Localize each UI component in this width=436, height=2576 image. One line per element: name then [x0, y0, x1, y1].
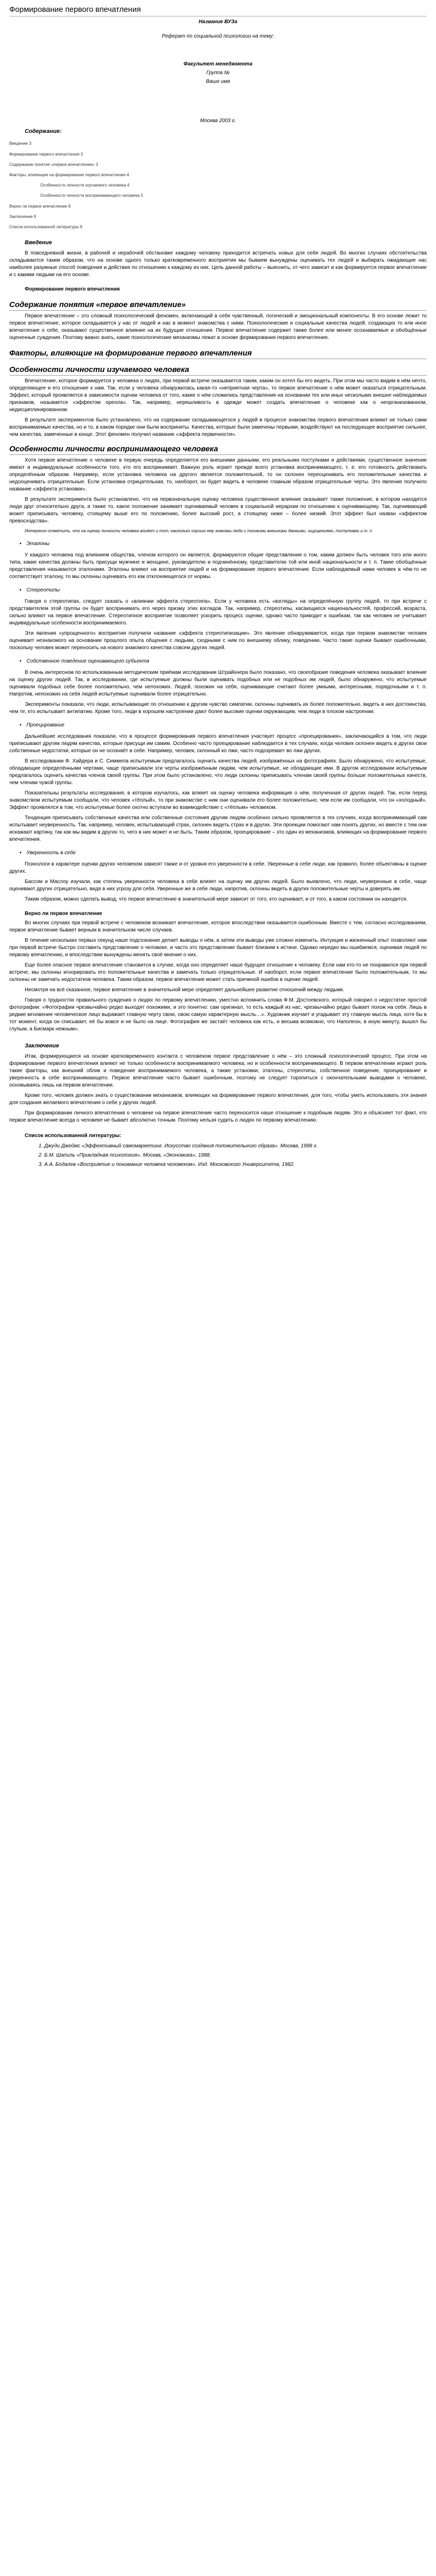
table-of-contents	[9, 141, 427, 230]
paragraph: В результате экспериментов было установлено, что на содержание складывающегося у людей в процессе знакомства первого впечатления влияют не только сами воспринимаемые качества, но и то, в каком порядке они были восприняты. Качества, которые были замечены первыми, воздействуют на последующее восприятие сильнее, чем качества, замеченные в конце. Этот феномен получил название «эффекта первичности».	[9, 417, 427, 438]
toc-item[interactable]: Заключение 9	[9, 214, 36, 219]
bullet-own-behavior: ▪ Собственное поведение оценивающего субъекта	[20, 658, 427, 665]
literature-list	[9, 1143, 427, 1168]
bullet-stereotypes: ▪ Стереотипы	[20, 587, 427, 594]
paragraph: Таким образом, можно сделать вывод, что первое впечатление в значительной мере зависит от того, кто оценивает, и от того, в каком состоянии он находится.	[25, 896, 408, 902]
toc-item[interactable]: Введение 3	[9, 141, 31, 146]
paragraph: Впечатление, которое формируется у человека о людях, при первой встрече оказывается таким, каким он хотел бы его видеть. При этом мы часто видим в нём нечто, определяющее и его отношение к нам. Так, если у человека обнаружилась какая-то «неприятная черта», то первое впечатление о нём может оказаться отрицательным. Эффект, который проявляется в зависимости оценки человека от того, какие о нём сложились представления на основании тех или иных нескольких внешне наблюдаемых признаков, называется «эффектом ореола». Так, например, неряшливость в одежде может создать впечатление о человеке как о неорганизованном, недисциплинированном.	[9, 378, 427, 413]
toc-item[interactable]: Содержание понятия «первое впечатление» 3	[9, 162, 98, 167]
document	[0, 0, 436, 1186]
paragraph: Несмотря на всё сказанное, первое впечатление в значительной мере определяет дальнейшее развитие отношений между людьми.	[25, 987, 344, 993]
toc-item[interactable]: Факторы, влияющие на формирование первого впечатления 4	[9, 172, 129, 177]
paragraph: Эксперименты показали, что люди, испытывающие по отношению к другим чувство симпатии, склонны оценивать их более положительно, видеть в них достоинства, чем те, кто испытывает антипатию. Кроме того, люди в хорошем настроении дают более высокие оценки окружающим, чем люди в плохом настроении.	[9, 701, 427, 715]
paragraph: Первое впечатление – это сложный психологический феномен, включающий в себя чувственный, логический и эмоциональный компоненты. В его основе лежит то первое впечатление, которое складывается у нас от людей и нас в момент знакомства с ними. Психологические и социальные качества людей, создающих то или иное впечатление о себе, оказывают существенное влияние на их будущие отношения. Первое впечатление содержит также более или менее осознаваемые и обобщённые оценочные суждения. Поэтому важно знать, какие психологические механизмы лежат в основе формирования первого впечатления.	[9, 313, 427, 341]
student-name: Ваше имя	[206, 79, 230, 84]
concept-heading: Содержание понятия «первое впечатление»	[9, 299, 427, 311]
bullet-etalons: ▪ Эталоны	[20, 540, 427, 548]
bullet-confidence: ▪ Уверенность в себе	[20, 850, 427, 857]
document-title: Формирование первого впечатления	[9, 4, 427, 16]
paragraph: В очень интересном по использованным методическим приёмам исследовании Штрайхнера было показано, что своеобразие поведения человека оказывает влияние на оценку других людей. Так, в исследовании, где испытуемые должны были оценивать подобных или не подобных им людей, было обнаружено, что испытуемые оценивали подобных себе более положительно, чем непохожих. Людей, похожих на себя, оценивающие считают более умными, интересными, порядочными и т. п. Напротив, непохожих на себя людей испытуемые оценивали более отрицательно.	[9, 669, 427, 697]
bullet-projection: ▪ Проецирование	[20, 722, 427, 729]
paragraph: Еще более опасное первое впечатление становится в случае, когда оно определяет наше будущее отношение к человеку. Если нам кто-то не понравился при первой встрече, мы склонны игнорировать его положительные качества и замечать только отрицательные. И наоборот, если первое впечатление было положительным, то мы склонны не замечать недостатков человека. Таким образом, первое впечатление может стать причиной ошибок в оценке людей.	[9, 962, 427, 982]
literature-heading: Список использованной литературы:	[25, 1133, 121, 1139]
group-number: Группа №	[206, 70, 230, 76]
faculty-name: Факультет менеджмента	[183, 61, 253, 67]
intro-heading: Введение	[25, 240, 52, 246]
city-year: Москва 2003 г.	[200, 118, 236, 124]
conclusion-heading: Заключение	[25, 1042, 59, 1049]
paragraph: Дальнейшие исследования показали, что в процессе формирования первого впечатления участвует процесс «проецирования», заключающийся в том, что люди приписывают другим людям качества, которые присущи им самим. Особенно часто проецирование наблюдается в тех случаях, когда человек склонен видеть в других свои собственные недостатки, которые он не осознаёт в себе. Например, человек, склонный ко лжи, часто подозревает во лжи других.	[9, 733, 427, 754]
studied-person-heading: Особенности личности изучаемого человека	[9, 364, 427, 376]
toc-item[interactable]: Список использованной литературы 9	[9, 224, 82, 229]
paragraph: Бассом и Маслоу изучали, как степень уверенности человека в себе влияет на оценку им других людей. Было выявлено, что люди, неуверенные в себе, чаще оценивают других отрицательно, видя в них угрозу для себя. Уверенные же в себе люди, напротив, склонны видеть в других положительные черты и доверять им.	[9, 878, 427, 892]
paragraph: Эти явления «упрощенного» восприятия получили название «эффекта стереотипизации». Это явление обнаруживается, когда при первом знакомстве человек оценивает незнакомого на основании прошлого опыта общения с людьми, сходными с ним по внешнему облику, поведению. Часто такие оценки бывают ошибочными, поскольку человек может переносить на нового знакомого качества совсем других людей.	[9, 630, 427, 651]
toc-item[interactable]: Особенности личности изучаемого человека 4	[40, 183, 130, 188]
report-subtitle: Реферат по социальной психологии на тему:	[162, 33, 274, 39]
literature-item: 3. А.А. Бодалев «Восприятие и понимание человека человеком». Изд. Московского Университета, 1982.	[44, 1161, 427, 1168]
literature-item: 2. Б.М. Шапиль «Прикладная психология». Москва, «Экономика», 1988.	[44, 1152, 427, 1159]
paragraph: Итак, формирующиеся на основе кратковременного контакта с человеком первое представление о нём – это сложный психологический процесс. При этом на формирование первого впечатления влияют не только особенности воспринимаемого человека, но и особенности воспринимающего. В первом впечатлении играют роль такие факторы, как внешний облик и поведение воспринимаемого человека, а также установки, эталоны, стереотипы, собственное поведение, проецирование и уверенность в себе воспринимающего. Первое впечатление часто бывает ошибочным, поэтому не следует торопиться с окончательными выводами о человеке, основываясь лишь на первом впечатлении.	[9, 1054, 427, 1089]
toc-item[interactable]: Особенности личности воспринимающего человека 5	[40, 193, 143, 198]
paragraph: В результате эксперимента было установлено, что на первоначальную оценку человека существенное влияние оказывает также положение, в котором находятся люди друг относительно друга, а также то, какое положение занимает оцениваемый человек в социальной иерархии по отношению к оценивающему. Так, оценивающий может приписывать человеку, стоящему выше его по положению, более высокий рост, а стоящему ниже – более низкий. Этот эффект был назван «эффектом превосходства».	[9, 497, 427, 524]
truth-heading: Верно ли первое впечатление	[25, 910, 102, 917]
toc-item[interactable]: Формирование первого впечатления 3	[9, 151, 83, 157]
paragraph: Говоря о трудностях правильного суждения о людях по первому впечатлению, уместно вспомнить слова Ф.М. Достоевского, который говорил о недостатке простой фотографии: «Фотографии чрезвычайно редко выходят похожими, и это понятно: сам оригинал, то есть каждый из нас, чрезвычайно редко бывает похож на себя. Лишь в редкие мгновения человеческое лицо выражает главную черту свою, свою самую характерную мысль…». Художник изучает и угадывает эту главную мысль лица, хотя бы в тот момент, когда он списывает, её бы вовсе и не было на лице. Фотография же застаёт человека как есть, и весьма возможно, что Наполеон, в иную минуту, вышел бы глупым, а Бисмарк нежным».	[9, 997, 427, 1032]
paragraph: Говоря о стереотипах, следует сказать о «влиянии эффекта стереотипа». Если у человека есть «взгляды» на определённую группу людей, то при встрече с представителем этой группы он будет воспринимать его через призму этих взглядов. Так, например, стереотипы, касающиеся национальностей, профессий, возраста, сильно влияют на первое впечатление. Стереотипное восприятие позволяет ускорить процесс оценки, однако часто приводит к ошибкам, так как человек не учитывает индивидуальные особенности воспринимаемого.	[9, 598, 427, 626]
paragraph: В повседневной жизни, в рабочей и нерабочей обстановке каждому человеку приходится встречать новых для себя людей. Во многих случаях обстоятельства складываются таким образом, что на основе одного только кратковременного восприятия мы бываем вынуждены оценивать тех людей и выбирать ожидающие нас наиболее разумные способ поведения и действия по отношению к каждому из них. Цель данной работы – выяснить, от чего зависит и как формируется первое впечатление и с какими людьми на его основе.	[9, 250, 427, 278]
paragraph: В исследовании Ф. Хайдера и С. Симмела испытуемым предлагалось оценить качества людей, изображённых на фотографиях. Было обнаружено, что испытуемые, обладающие определёнными чертами, чаще приписывали эти черты изображённым людям, чем испытуемые, не обладающие ими. В другом исследовании испытуемым предлагалось оценить качества членов своей группы. При этом было установлено, что люди склонны приписывать членам своей группы больше положительных качеств, чем членам чужой группы.	[9, 758, 427, 786]
paragraph: При формировании личного впечатления о человеке на первое впечатление часто переносится наше отношение к подобным людям. Это и объясняет тот факт, что первое впечатление всегда о человеке не бывает абсолютно точным. Поэтому нельзя судить о людях по первому впечатлению.	[9, 1110, 427, 1124]
factors-heading: Факторы, влияющие на формирование первого впечатления	[9, 348, 427, 359]
paragraph: Психологи в характере оценки других человеком зависят также и от уровня его уверенности в себе. Уверенные в себе люди, как правило, более объективны в оценке других.	[9, 861, 427, 874]
perceiver-heading: Особенности личности воспринимающего человека	[9, 444, 427, 455]
literature-item: 1. Джуди Джеймс «Эффективный самомаркетинг. Искусство создания положительного образа». Москва, 1998 г.	[44, 1143, 427, 1150]
paragraph: Во многих случаях при первой встрече с человеком возникает впечатление, которое впоследствии оказывается ошибочным. Вместе с тем, согласно исследованиям, первое впечатление бывает верным в значительном числе случаев.	[9, 920, 427, 933]
paragraph: В течение нескольких первых секунд наше подсознание делает выводы о нём, а затем эти выводы уже сложно изменить. Интуиция и жизненный опыт позволяют нам при первой встрече быстро составить представление о человеке, и часто это представление бывает близким к истине. Однако нередко мы ошибаемся, оценивая людей по первому впечатлению, и впоследствии вынуждены менять своё мнение о них.	[9, 937, 427, 958]
toc-heading: Содержание:	[25, 128, 62, 134]
paragraph: Тенденция приписывать собственные качества или собственные состояния другим людям особенно сильно проявляется в тех случаях, когда воспринимающий сам испытывает неуверенность. Так, например, человек, испытывающий страх, склонен видеть страх и в других. Эти проекции помогают нам понять других, но вместе с тем они искажают картину, так как мы видим в других то, чего в них может и не быть. Таким образом, проецирование – это один из механизмов, влияющих на формирование первого впечатления.	[9, 815, 427, 842]
note: Интересно отметить, что на оценку личности человека влияет и тот, насколько хорошо ему знакомы люди с похожими внешними данными, ощущениями, поступками и т. п.	[25, 529, 373, 534]
paragraph: Хотя первое впечатление о человеке в первую очередь определяется его внешними данными, его реальными поступками и действиями, существенное значение имеют и индивидуальные особенности того, кто его воспринимает. Важную роль играет прежде всего установка воспринимающего, т. е. его готовность действовать определённым образом. Например, если установка человека на другого является положительной, то он склонен переоценивать его положительные качества и недооценивать отрицательные. Если установка отрицательная, то, наоборот, он будет видеть в человеке главным образом отрицательные черты. Это явление получило название «эффекта установки».	[9, 457, 427, 493]
paragraph: У каждого человека под влиянием общества, членом которого он является, формируются общие представления о том, каким должен быть человек того или иного типа, какие качества должны быть присущи мужчине и женщине, руководителю и подчинённому, представителю той или иной национальности и т. п. Такие обобщённые представления называются эталонами. Эталоны влияют на восприятие людей и на формирование первого впечатления. Если наблюдаемый нами человек в чём-то не соответствует эталону, то мы склонны оценивать его как отклоняющегося от нормы.	[9, 552, 427, 580]
toc-item[interactable]: Верно ли первое впечатление 8	[9, 204, 71, 209]
paragraph: Кроме того, человек должен знать о существовании механизмов, влияющих на формирование первого впечатления, для того, чтобы уметь использовать эти знания для создания желаемого впечатления о себе у других людей.	[9, 1093, 427, 1106]
university-name: Название ВУЗа	[198, 19, 238, 25]
formation-heading: Формирование первого впечатления	[25, 286, 120, 293]
paragraph: Показательны результаты исследования, в котором изучалось, как влияет на оценку человека информация о нём, полученная от других людей. Так, если перед знакомством испытуемым сообщали, что человек «тёплый», то при знакомстве с ним они оценивали его более положительно, чем если им сообщали, что он «холодный». Эффект проявлялся в том, что испытуемые более охотно вступали во взаимодействие с «тёплым» человеком.	[9, 790, 427, 810]
